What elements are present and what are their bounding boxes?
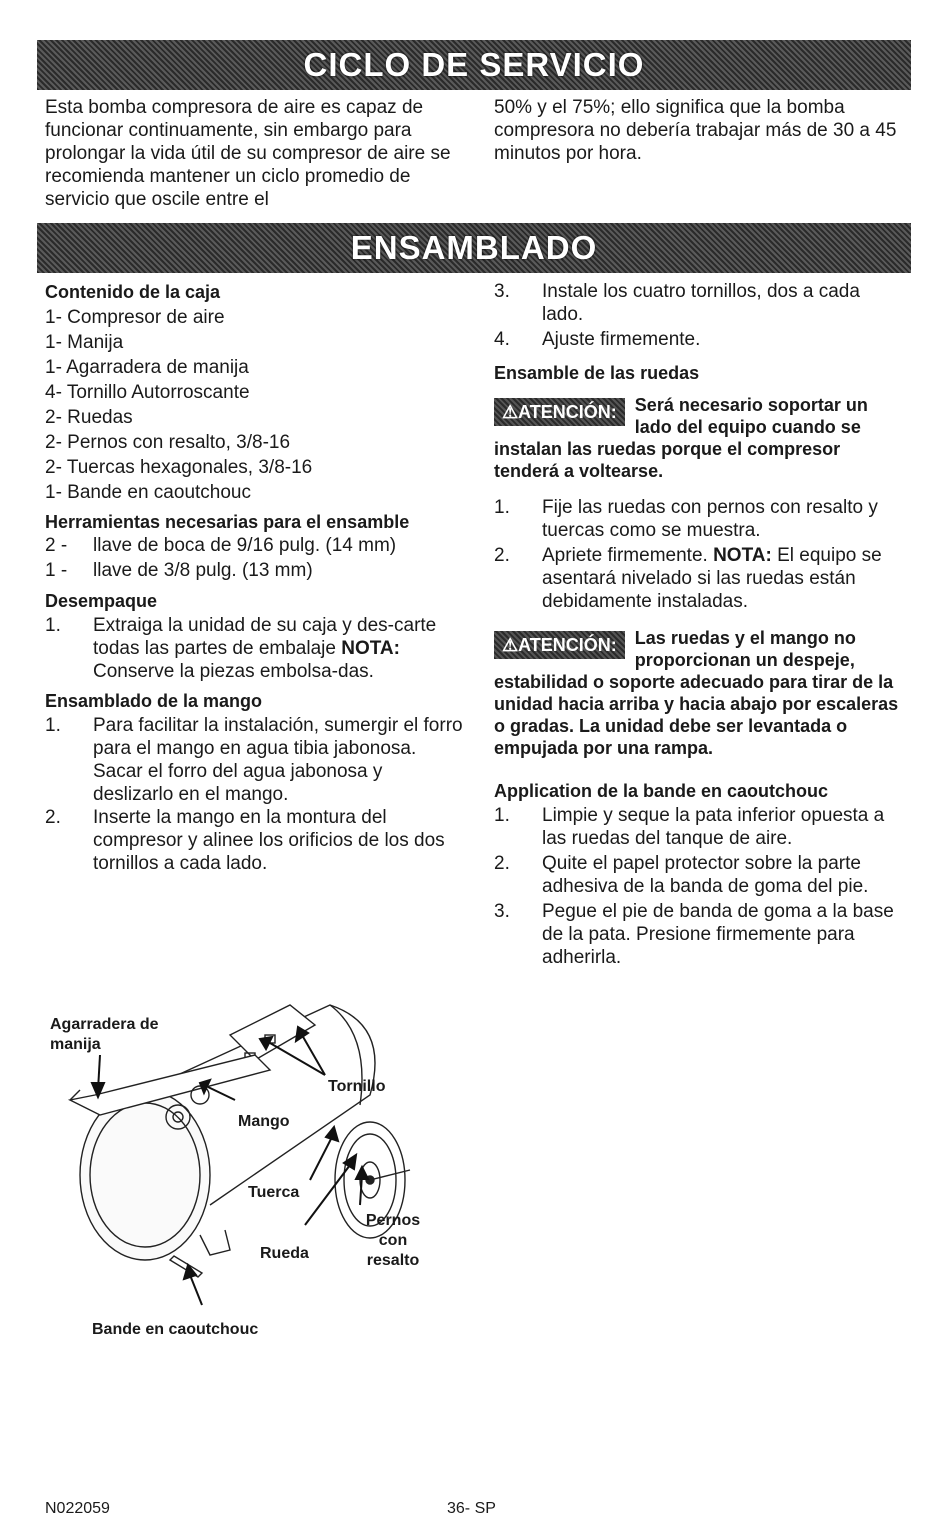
- step-text: Instale los cuatro tornillos, dos a cada lado.: [542, 281, 860, 325]
- step-number: 4.: [494, 329, 510, 350]
- step-number: 2.: [494, 545, 510, 566]
- step-text: Quite el papel protector sobre la parte adhesiva de la banda de goma del pie.: [542, 853, 869, 897]
- step-text: Inserte la mango en la montura del compresor y alinee los orificios de los dos tornillos a cada lado.: [93, 807, 445, 874]
- bande-step: [494, 900, 906, 969]
- right-column: [494, 280, 906, 969]
- herramienta-qty: 2 -: [45, 535, 68, 556]
- contenido-item: 2- Ruedas: [45, 407, 133, 428]
- label-pernos: Pernos con resalto: [365, 1212, 421, 1269]
- bande-step: [494, 804, 906, 850]
- contenido-item: 1- Agarradera de manija: [45, 357, 249, 378]
- footer-code: N022059: [45, 1500, 110, 1517]
- bande-step: [494, 852, 906, 898]
- ciclo-right-text: 50% y el 75%; ello significa que la bomba compresora no debería trabajar más de 30 a 45 minutos por hora.: [494, 97, 897, 164]
- ensamblado-title: ENSAMBLADO: [350, 229, 598, 266]
- warning-badge: ⚠ATENCIÓN:: [494, 631, 625, 659]
- nota-text: Conserve la piezas embolsa-das.: [93, 661, 374, 682]
- step-text: Limpie y seque la pata inferior opuesta a las ruedas del tanque de aire.: [542, 805, 885, 849]
- warning-text: Será necesario soportar un lado del equipo cuando se instalan las ruedas porque el compresor tenderá a voltearse.: [494, 395, 868, 481]
- step-number: 1.: [45, 715, 61, 736]
- herramienta-text: llave de boca de 9/16 pulg. (14 mm): [93, 535, 397, 556]
- label-rueda: Rueda: [260, 1245, 309, 1262]
- right-step: [494, 280, 906, 326]
- label-bande: Bande en caoutchouc: [92, 1321, 259, 1338]
- label-mango: Mango: [238, 1113, 290, 1130]
- label-agarradera: Agarradera de manija: [50, 1016, 159, 1053]
- herramienta-item: [45, 558, 465, 583]
- mango-step: [45, 714, 465, 806]
- warning-badge: ⚠ATENCIÓN:: [494, 398, 625, 426]
- right-step: [494, 328, 906, 351]
- step-text: Para facilitar la instalación, sumergir el forro para el mango en agua tibia jabonosa. Sacar el forro del agua jabonosa y deslizarlo en el mango.: [93, 715, 463, 805]
- herramienta-item: [45, 533, 465, 558]
- step-number: 1.: [494, 805, 510, 826]
- label-tuerca: Tuerca: [248, 1184, 300, 1201]
- ruedas-step: [494, 496, 906, 542]
- contenido-item: 2- Tuercas hexagonales, 3/8-16: [45, 457, 313, 478]
- mango-heading: Ensamblado de la mango: [45, 691, 263, 711]
- ruedas-heading: Ensamble de las ruedas: [494, 363, 700, 383]
- nota-text: El equipo se asentará nivelado si las ruedas están debidamente instaladas.: [542, 545, 882, 612]
- step-text: Pegue el pie de banda de goma a la base de la pata. Presione firmemente para adherirla.: [542, 901, 894, 968]
- label-tornillo: Tornillo: [328, 1078, 386, 1095]
- desempaque-step: [45, 614, 465, 683]
- contenido-item: 1- Compresor de aire: [45, 307, 225, 328]
- herramienta-qty: 1 -: [45, 560, 68, 581]
- ciclo-left-text: Esta bomba compresora de aire es capaz de funcionar continuamente, sin embargo para prolongar la vida útil de su compresor de aire se recomienda mantener un ciclo promedio de servicio que oscile entre el: [45, 97, 451, 210]
- bande-heading: Application de la bande en caoutchouc: [494, 781, 829, 801]
- warning-block-2: [494, 627, 906, 759]
- step-text: Ajuste firmemente.: [542, 329, 701, 350]
- herramientas-heading: Herramientas necesarias para el ensamble: [45, 512, 410, 532]
- step-body: [93, 614, 465, 683]
- left-column: [45, 280, 465, 875]
- ruedas-step: [494, 544, 906, 613]
- contenido-item: 2- Pernos con resalto, 3/8-16: [45, 432, 291, 453]
- step-text: Extraiga la unidad de su caja y des-carte todas las partes de embalaje: [93, 615, 437, 659]
- contenido-item: 1- Bande en caoutchouc: [45, 482, 251, 503]
- ruedas-steps: [494, 496, 906, 613]
- mango-step: [45, 806, 465, 875]
- contenido-item: 1- Manija: [45, 332, 124, 353]
- warning-block-1: [494, 394, 906, 482]
- ciclo-banner: [37, 40, 911, 90]
- step-number: 3.: [494, 901, 510, 922]
- step-number: 1.: [45, 615, 61, 636]
- ensamblado-banner: [37, 223, 911, 273]
- step-text: Apriete firmemente.: [542, 545, 708, 566]
- nota-label: NOTA:: [341, 638, 400, 659]
- footer-page: 36- SP: [447, 1500, 496, 1517]
- step-number: 2.: [494, 853, 510, 874]
- step-text: Fije las ruedas con pernos con resalto y tuercas como se muestra.: [542, 497, 878, 541]
- step-number: 3.: [494, 281, 510, 302]
- nota-label: NOTA:: [713, 545, 772, 566]
- step-body: [542, 544, 906, 613]
- step-number: 2.: [45, 807, 61, 828]
- herramienta-text: llave de 3/8 pulg. (13 mm): [93, 560, 313, 581]
- warning-text: Las ruedas y el mango no proporcionan un despeje, estabilidad o soporte adecuado para tirar de la unidad hacia arriba y hacia abajo por escaleras o gradas. La unidad debe ser levantada o empujada por una rampa.: [494, 628, 899, 758]
- contenido-heading: Contenido de la caja: [45, 282, 221, 302]
- ciclo-title: CICLO DE SERVICIO: [303, 46, 645, 83]
- contenido-item: 4- Tornillo Autorroscante: [45, 382, 250, 403]
- desempaque-heading: Desempaque: [45, 591, 158, 611]
- step-number: 1.: [494, 497, 510, 518]
